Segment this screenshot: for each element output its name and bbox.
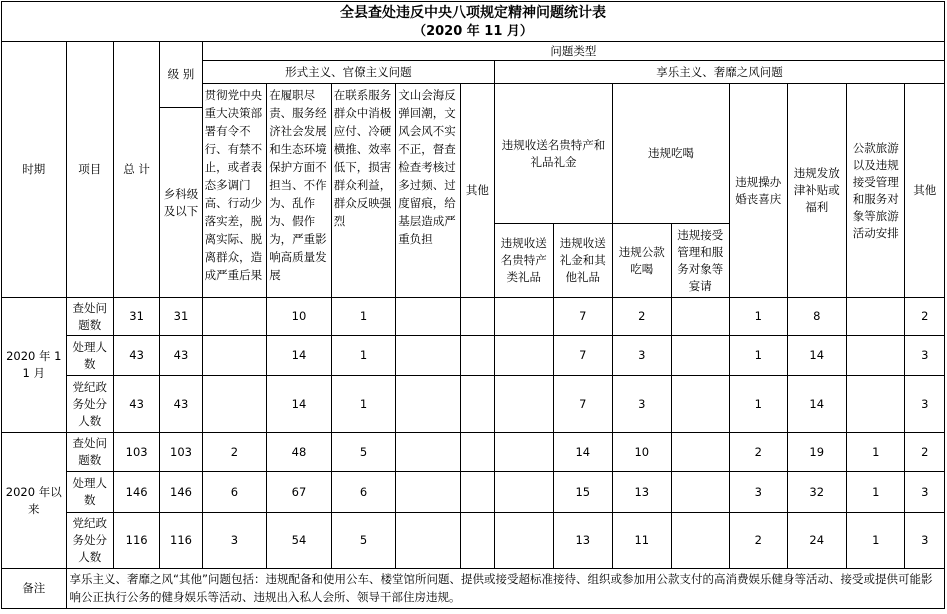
value-cell: 2 — [202, 433, 267, 472]
header-total: 总 计 — [113, 42, 159, 298]
value-cell: 43 — [113, 336, 159, 376]
value-cell: 103 — [160, 433, 202, 472]
item-cell: 党纪政务处分人数 — [66, 376, 113, 433]
value-cell — [847, 336, 905, 376]
table-row — [2, 433, 945, 472]
value-cell: 31 — [160, 298, 202, 336]
header-hedonism-col: 违规操办婚丧喜庆 — [730, 84, 787, 298]
value-cell: 7 — [553, 336, 613, 376]
title-box — [1, 1, 945, 42]
header-formalism-col: 文山会海反弹回潮，文风会风不实不正，督查检查考核过多过频、过度留痕，给基层造成严重负担 — [396, 84, 461, 298]
table-row — [2, 298, 945, 336]
header-gift-col: 违规收送礼金和其他礼品 — [553, 224, 613, 298]
value-cell — [202, 376, 267, 433]
value-cell — [495, 472, 553, 513]
value-cell: 3 — [613, 336, 671, 376]
header-formalism-col: 在履职尽责、服务经济社会发展和生态环境保护方面不担当、不作为、乱作为、假作为，严重影响高质量发展 — [267, 84, 332, 298]
value-cell — [847, 376, 905, 433]
header-dining-group: 违规吃喝 — [613, 84, 730, 224]
value-cell — [495, 336, 553, 376]
value-cell: 3 — [905, 472, 945, 513]
header-level-sub: 乡科级及以下 — [160, 108, 202, 298]
value-cell: 103 — [113, 433, 159, 472]
table-title: 全县查处违反中央八项规定精神问题统计表 — [340, 5, 606, 21]
value-cell — [202, 298, 267, 336]
header-problem-type: 问题类型 — [202, 42, 944, 61]
table-row — [2, 472, 945, 513]
value-cell: 13 — [613, 472, 671, 513]
item-cell: 查处问题数 — [66, 298, 113, 336]
item-cell: 查处问题数 — [66, 433, 113, 472]
value-cell: 116 — [113, 513, 159, 569]
value-cell: 5 — [331, 513, 396, 569]
value-cell — [460, 513, 494, 569]
note-text: 享乐主义、奢靡之风“其他”问题包括：违规配备和使用公车、楼堂馆所问题、提供或接受超标准接待、组织或参加用公款支付的高消费娱乐健身等活动、接受或提供可能影响公正执行公务的健身娱乐等活动、违规出入私人会所、领导干部住房违规。 — [66, 569, 944, 609]
value-cell: 146 — [160, 472, 202, 513]
value-cell: 1 — [847, 433, 905, 472]
value-cell — [671, 376, 729, 433]
value-cell — [671, 472, 729, 513]
value-cell: 48 — [267, 433, 332, 472]
statistics-table — [1, 41, 945, 609]
header-formalism-col: 贯彻党中央重大决策部署有令不行、有禁不止，或者表态多调门高、行动少落实差，脱离实际、脱离群众，造成严重后果 — [202, 84, 267, 298]
item-cell: 处理人数 — [66, 336, 113, 376]
value-cell: 32 — [787, 472, 847, 513]
value-cell: 14 — [553, 433, 613, 472]
header-gift-col: 违规收送名贵特产类礼品 — [495, 224, 553, 298]
table-subtitle: （2020 年 11 月） — [413, 24, 533, 39]
value-cell: 8 — [787, 298, 847, 336]
value-cell: 5 — [331, 433, 396, 472]
header-hedonism-col: 违规发放津补贴或福利 — [787, 84, 847, 298]
value-cell: 14 — [787, 376, 847, 433]
value-cell — [396, 513, 461, 569]
value-cell: 3 — [202, 513, 267, 569]
header-level: 级 别 — [160, 42, 202, 108]
value-cell: 2 — [613, 298, 671, 336]
value-cell: 1 — [847, 513, 905, 569]
value-cell — [671, 336, 729, 376]
header-period: 时期 — [2, 42, 67, 298]
value-cell — [847, 298, 905, 336]
period-cell: 2020 年 11 月 — [2, 298, 67, 433]
value-cell — [460, 298, 494, 336]
header-dining-col: 违规公款吃喝 — [613, 224, 671, 298]
header-dining-col: 违规接受管理和服务对象等宴请 — [671, 224, 729, 298]
header-hedonism-col: 公款旅游以及违规接受管理和服务对象等旅游活动安排 — [847, 84, 905, 298]
value-cell: 14 — [267, 336, 332, 376]
value-cell: 15 — [553, 472, 613, 513]
header-gift-group: 违规收送名贵特产和礼品礼金 — [495, 84, 613, 224]
value-cell: 1 — [331, 336, 396, 376]
value-cell: 2 — [905, 298, 945, 336]
value-cell: 1 — [730, 336, 787, 376]
value-cell — [460, 376, 494, 433]
value-cell — [396, 472, 461, 513]
value-cell — [495, 376, 553, 433]
value-cell: 1 — [331, 298, 396, 336]
value-cell: 1 — [730, 376, 787, 433]
period-cell: 2020 年以来 — [2, 433, 67, 569]
header-formalism: 形式主义、官僚主义问题 — [202, 61, 494, 84]
value-cell — [396, 298, 461, 336]
value-cell: 1 — [331, 376, 396, 433]
value-cell: 2 — [730, 433, 787, 472]
header-hedonism: 享乐主义、奢靡之风问题 — [495, 61, 945, 84]
value-cell: 6 — [202, 472, 267, 513]
header-hedonism-col: 其他 — [905, 84, 945, 298]
value-cell: 43 — [160, 336, 202, 376]
value-cell: 10 — [613, 433, 671, 472]
value-cell: 3 — [730, 472, 787, 513]
value-cell: 2 — [905, 433, 945, 472]
value-cell: 3 — [905, 336, 945, 376]
value-cell — [202, 336, 267, 376]
value-cell — [495, 298, 553, 336]
value-cell: 11 — [613, 513, 671, 569]
value-cell — [460, 472, 494, 513]
value-cell: 7 — [553, 376, 613, 433]
value-cell: 3 — [905, 376, 945, 433]
header-item: 项目 — [66, 42, 113, 298]
value-cell — [671, 298, 729, 336]
value-cell: 19 — [787, 433, 847, 472]
value-cell — [460, 336, 494, 376]
value-cell: 14 — [267, 376, 332, 433]
note-label: 备注 — [2, 569, 67, 609]
value-cell: 43 — [113, 376, 159, 433]
value-cell — [671, 433, 729, 472]
item-cell: 党纪政务处分人数 — [66, 513, 113, 569]
value-cell — [671, 513, 729, 569]
value-cell: 24 — [787, 513, 847, 569]
value-cell: 14 — [787, 336, 847, 376]
value-cell: 3 — [613, 376, 671, 433]
table-row — [2, 513, 945, 569]
value-cell: 54 — [267, 513, 332, 569]
value-cell: 116 — [160, 513, 202, 569]
value-cell — [495, 433, 553, 472]
item-cell: 处理人数 — [66, 472, 113, 513]
value-cell: 43 — [160, 376, 202, 433]
value-cell: 6 — [331, 472, 396, 513]
value-cell: 67 — [267, 472, 332, 513]
table-row — [2, 376, 945, 433]
value-cell — [396, 336, 461, 376]
value-cell — [460, 433, 494, 472]
value-cell: 31 — [113, 298, 159, 336]
data-body — [2, 298, 945, 569]
value-cell: 3 — [905, 513, 945, 569]
header-formalism-col: 在联系服务群众中消极应付、冷硬横推、效率低下，损害群众利益，群众反映强烈 — [331, 84, 396, 298]
header-formalism-col: 其他 — [460, 84, 494, 298]
value-cell: 2 — [730, 513, 787, 569]
value-cell: 146 — [113, 472, 159, 513]
value-cell — [396, 376, 461, 433]
table-row — [2, 336, 945, 376]
value-cell: 1 — [730, 298, 787, 336]
value-cell: 1 — [847, 472, 905, 513]
value-cell: 10 — [267, 298, 332, 336]
value-cell — [495, 513, 553, 569]
value-cell — [396, 433, 461, 472]
value-cell: 7 — [553, 298, 613, 336]
value-cell: 13 — [553, 513, 613, 569]
